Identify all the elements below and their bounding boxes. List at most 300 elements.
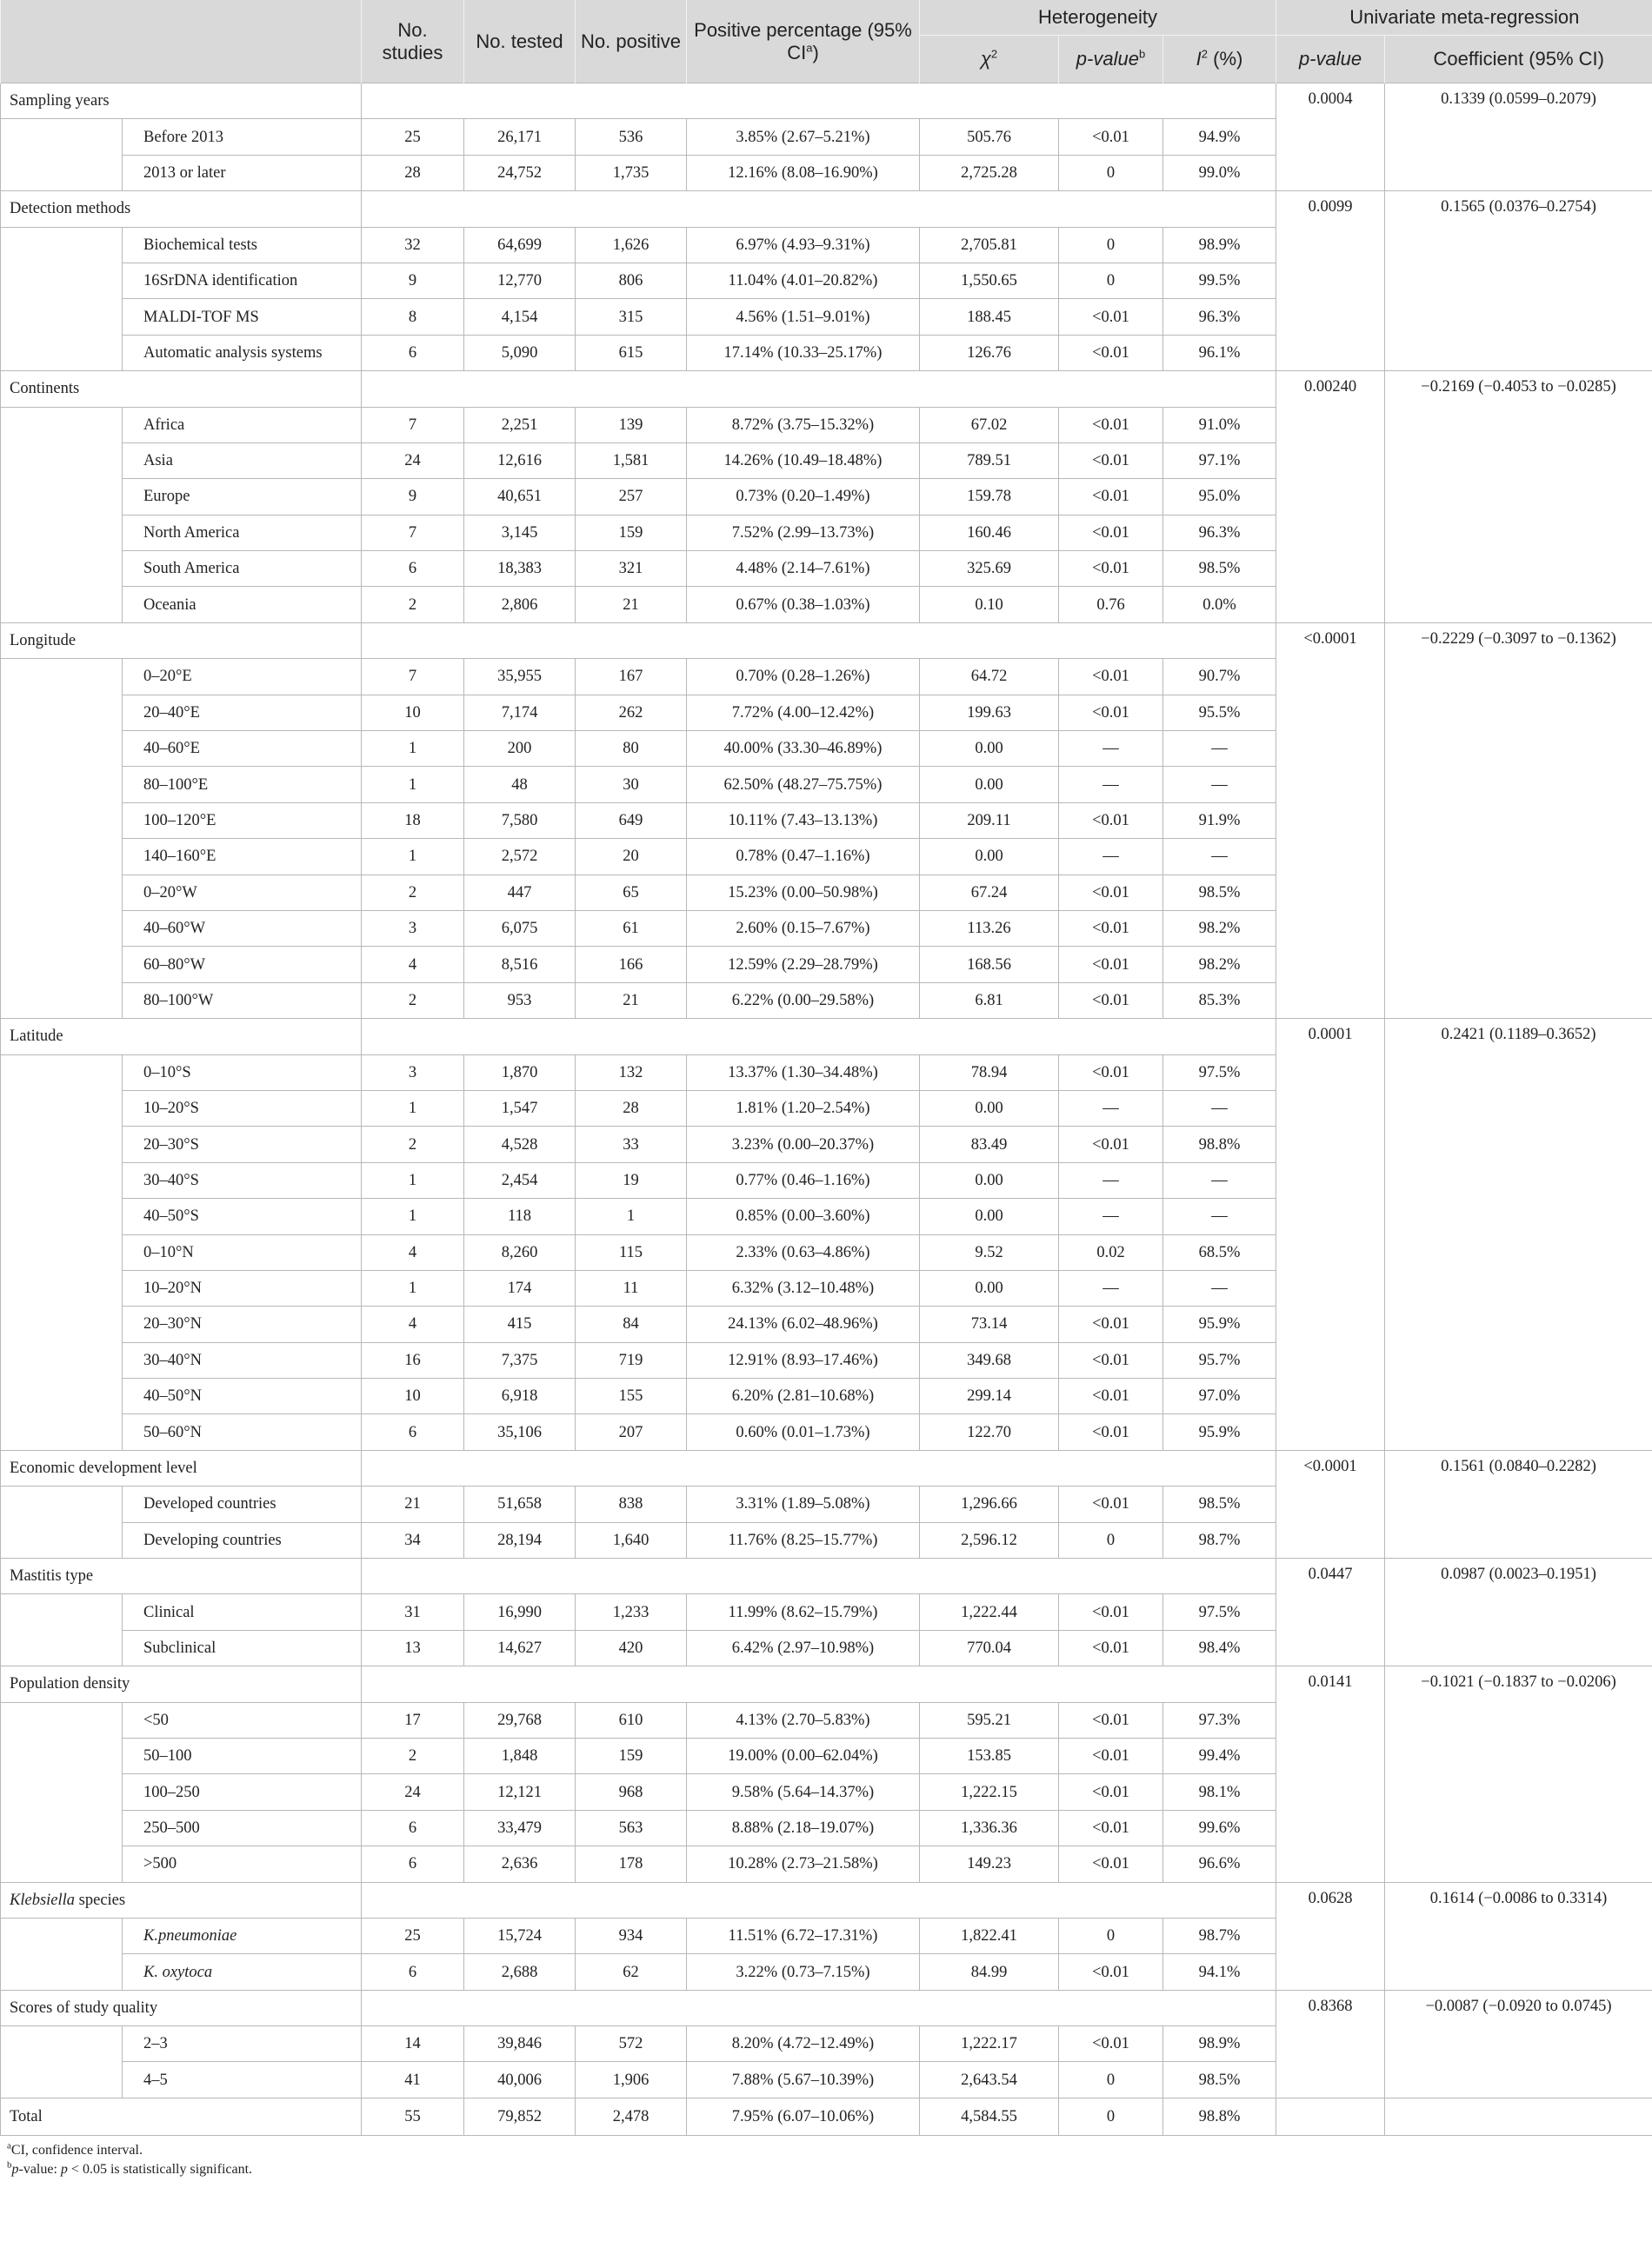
cell-percentage: 1.81% (1.20–2.54%) [687, 1090, 920, 1126]
cell-tested: 6,918 [464, 1379, 576, 1414]
cell-p-value: 0.02 [1059, 1234, 1163, 1270]
cell-studies: 2 [362, 875, 464, 910]
cell-p-value: <0.01 [1059, 1414, 1163, 1450]
cell-positive: 28 [576, 1090, 687, 1126]
cell-studies: 8 [362, 299, 464, 335]
cell-tested: 24,752 [464, 155, 576, 190]
cell-studies: 2 [362, 1738, 464, 1773]
section-label: Longitude [1, 622, 362, 658]
cell-i-squared: 0.0% [1163, 587, 1276, 622]
cell-i-squared: 95.9% [1163, 1414, 1276, 1450]
cell-i-squared: 99.6% [1163, 1810, 1276, 1846]
cell-studies: 1 [362, 767, 464, 802]
cell-percentage: 6.32% (3.12–10.48%) [687, 1270, 920, 1306]
cell-chi-square: 83.49 [920, 1127, 1059, 1162]
cell-i-squared: 98.7% [1163, 1918, 1276, 1953]
cell-p-value: <0.01 [1059, 802, 1163, 838]
cell-studies: 10 [362, 1379, 464, 1414]
row-label: <50 [123, 1702, 362, 1738]
cell-percentage: 13.37% (1.30–34.48%) [687, 1054, 920, 1090]
row-label: Oceania [123, 587, 362, 622]
cell-percentage: 10.28% (2.73–21.58%) [687, 1846, 920, 1882]
cell-chi-square: 0.00 [920, 1199, 1059, 1234]
cell-p-value: <0.01 [1059, 1702, 1163, 1738]
cell-positive: 257 [576, 479, 687, 515]
section-row [1, 622, 1652, 658]
cell-chi-square: 209.11 [920, 802, 1059, 838]
cell-i-squared: 95.7% [1163, 1342, 1276, 1378]
cell-tested: 6,075 [464, 910, 576, 946]
cell-i-squared: — [1163, 839, 1276, 875]
row-label: 16SrDNA identification [123, 263, 362, 298]
cell-i-squared: 98.2% [1163, 910, 1276, 946]
cell-positive: 719 [576, 1342, 687, 1378]
cell-p-value: <0.01 [1059, 1954, 1163, 1990]
cell-i-squared: 98.9% [1163, 2026, 1276, 2062]
cell-tested: 51,658 [464, 1487, 576, 1522]
cell-chi-square: 1,222.15 [920, 1774, 1059, 1810]
section-row [1, 1019, 1652, 1054]
cell-percentage: 6.20% (2.81–10.68%) [687, 1379, 920, 1414]
cell-chi-square: 0.00 [920, 839, 1059, 875]
cell-tested: 2,806 [464, 587, 576, 622]
cell-tested: 48 [464, 767, 576, 802]
cell-percentage: 4.56% (1.51–9.01%) [687, 299, 920, 335]
cell-positive: 207 [576, 1414, 687, 1450]
cell-p-value: — [1059, 1162, 1163, 1198]
section-coefficient: 0.1565 (0.0376–0.2754) [1385, 191, 1652, 371]
cell-i-squared: 99.5% [1163, 263, 1276, 298]
cell-percentage: 0.77% (0.46–1.16%) [687, 1162, 920, 1198]
cell-positive: 11 [576, 1270, 687, 1306]
cell-positive: 262 [576, 695, 687, 730]
cell-p-value: — [1059, 1090, 1163, 1126]
cell-chi-square: 2,643.54 [920, 2062, 1059, 2098]
row-label: 20–30°N [123, 1307, 362, 1342]
cell-tested: 40,651 [464, 479, 576, 515]
cell-percentage: 2.60% (0.15–7.67%) [687, 910, 920, 946]
cell-p-value: <0.01 [1059, 947, 1163, 982]
cell-positive: 968 [576, 1774, 687, 1810]
cell-percentage: 15.23% (0.00–50.98%) [687, 875, 920, 910]
cell-positive: 132 [576, 1054, 687, 1090]
cell-tested: 8,516 [464, 947, 576, 982]
section-row [1, 83, 1652, 119]
cell-tested: 2,572 [464, 839, 576, 875]
cell-studies: 1 [362, 1090, 464, 1126]
cell-percentage: 4.13% (2.70–5.83%) [687, 1702, 920, 1738]
cell-studies: 1 [362, 1270, 464, 1306]
row-label: 20–30°S [123, 1127, 362, 1162]
cell-positive: 65 [576, 875, 687, 910]
cell-tested: 16,990 [464, 1594, 576, 1630]
cell-positive: 563 [576, 1810, 687, 1846]
section-label: Detection methods [1, 191, 362, 227]
cell-chi-square: 1,222.17 [920, 2026, 1059, 2062]
header-reg-p-value: p-value [1276, 36, 1385, 83]
cell-i-squared: 96.1% [1163, 335, 1276, 370]
cell-percentage: 7.52% (2.99–13.73%) [687, 515, 920, 550]
cell-i-squared: 94.1% [1163, 1954, 1276, 1990]
header-univariate: Univariate meta-regression [1276, 0, 1652, 36]
section-row [1, 1990, 1652, 2025]
cell-percentage: 19.00% (0.00–62.04%) [687, 1738, 920, 1773]
cell-percentage: 6.97% (4.93–9.31%) [687, 227, 920, 263]
header-studies: No. studies [362, 0, 464, 83]
cell-tested: 7,174 [464, 695, 576, 730]
header-positive-percentage: Positive percentage (95% $CI^a$) [687, 0, 920, 83]
cell-studies: 24 [362, 1774, 464, 1810]
cell-positive: 321 [576, 551, 687, 587]
cell-percentage: 12.16% (8.08–16.90%) [687, 155, 920, 190]
cell-tested: 18,383 [464, 551, 576, 587]
cell-positive: 572 [576, 2026, 687, 2062]
cell-chi-square: 0.00 [920, 1270, 1059, 1306]
row-label: 100–120°E [123, 802, 362, 838]
section-reg-p-value: 0.0628 [1276, 1882, 1385, 1990]
cell-chi-square: 770.04 [920, 1630, 1059, 1666]
row-label: 10–20°S [123, 1090, 362, 1126]
total-tested: 79,852 [464, 2098, 576, 2135]
cell-chi-square: 0.10 [920, 587, 1059, 622]
cell-percentage: 12.59% (2.29–28.79%) [687, 947, 920, 982]
cell-studies: 41 [362, 2062, 464, 2098]
cell-studies: 1 [362, 1199, 464, 1234]
cell-p-value: 0 [1059, 1522, 1163, 1558]
cell-tested: 28,194 [464, 1522, 576, 1558]
cell-p-value: <0.01 [1059, 1487, 1163, 1522]
cell-tested: 33,479 [464, 1810, 576, 1846]
cell-i-squared: 97.0% [1163, 1379, 1276, 1414]
row-label: Before 2013 [123, 119, 362, 155]
cell-percentage: 0.78% (0.47–1.16%) [687, 839, 920, 875]
section-reg-p-value: <0.0001 [1276, 622, 1385, 1018]
cell-i-squared: 98.2% [1163, 947, 1276, 982]
cell-chi-square: 113.26 [920, 910, 1059, 946]
cell-studies: 6 [362, 1810, 464, 1846]
section-reg-p-value: 0.0004 [1276, 83, 1385, 191]
cell-p-value: <0.01 [1059, 1127, 1163, 1162]
row-label: K.pneumoniae [123, 1918, 362, 1953]
cell-studies: 4 [362, 1307, 464, 1342]
total-label: Total [1, 2098, 362, 2135]
header-p-value: p-value$^b$ [1059, 36, 1163, 83]
cell-chi-square: 2,596.12 [920, 1522, 1059, 1558]
row-label: Developing countries [123, 1522, 362, 1558]
row-label: Africa [123, 407, 362, 442]
cell-studies: 3 [362, 910, 464, 946]
cell-studies: 31 [362, 1594, 464, 1630]
row-label: 50–100 [123, 1738, 362, 1773]
footnote-a: $^a$CI, confidence interval. [7, 2140, 143, 2158]
header-tested: No. tested [464, 0, 576, 83]
total-row [1, 2098, 1652, 2135]
cell-i-squared: 91.9% [1163, 802, 1276, 838]
cell-chi-square: 0.00 [920, 1162, 1059, 1198]
cell-p-value: <0.01 [1059, 1342, 1163, 1378]
cell-percentage: 12.91% (8.93–17.46%) [687, 1342, 920, 1378]
cell-chi-square: 325.69 [920, 551, 1059, 587]
cell-i-squared: 94.9% [1163, 119, 1276, 155]
cell-percentage: 4.48% (2.14–7.61%) [687, 551, 920, 587]
section-coefficient: −0.0087 (−0.0920 to 0.0745) [1385, 1990, 1652, 2098]
cell-studies: 16 [362, 1342, 464, 1378]
footnote-b: $^b$p-value: p < 0.05 is statistically significant. [7, 2159, 253, 2177]
cell-p-value: <0.01 [1059, 982, 1163, 1018]
section-reg-p-value: 0.8368 [1276, 1990, 1385, 2098]
cell-positive: 159 [576, 515, 687, 550]
cell-tested: 7,375 [464, 1342, 576, 1378]
row-label: 20–40°E [123, 695, 362, 730]
cell-studies: 24 [362, 442, 464, 478]
row-label: 40–50°N [123, 1379, 362, 1414]
cell-positive: 1,581 [576, 442, 687, 478]
cell-positive: 1,640 [576, 1522, 687, 1558]
cell-percentage: 62.50% (48.27–75.75%) [687, 767, 920, 802]
total-p-value: 0 [1059, 2098, 1163, 2135]
cell-percentage: 0.70% (0.28–1.26%) [687, 659, 920, 695]
cell-chi-square: 126.76 [920, 335, 1059, 370]
cell-tested: 12,616 [464, 442, 576, 478]
row-label: Developed countries [123, 1487, 362, 1522]
cell-positive: 166 [576, 947, 687, 982]
row-label: 60–80°W [123, 947, 362, 982]
cell-studies: 4 [362, 1234, 464, 1270]
cell-tested: 2,251 [464, 407, 576, 442]
cell-positive: 1 [576, 1199, 687, 1234]
cell-positive: 62 [576, 1954, 687, 1990]
row-label: Automatic analysis systems [123, 335, 362, 370]
cell-i-squared: 91.0% [1163, 407, 1276, 442]
cell-tested: 40,006 [464, 2062, 576, 2098]
cell-p-value: <0.01 [1059, 119, 1163, 155]
cell-positive: 80 [576, 731, 687, 767]
cell-p-value: <0.01 [1059, 551, 1163, 587]
cell-tested: 39,846 [464, 2026, 576, 2062]
cell-tested: 200 [464, 731, 576, 767]
row-label: 50–60°N [123, 1414, 362, 1450]
row-label: 80–100°W [123, 982, 362, 1018]
cell-percentage: 9.58% (5.64–14.37%) [687, 1774, 920, 1810]
header-coefficient: Coefficient (95% CI) [1385, 36, 1652, 83]
cell-p-value: 0 [1059, 227, 1163, 263]
section-coefficient: 0.1614 (−0.0086 to 0.3314) [1385, 1882, 1652, 1990]
cell-chi-square: 0.00 [920, 1090, 1059, 1126]
cell-i-squared: — [1163, 1162, 1276, 1198]
cell-chi-square: 67.24 [920, 875, 1059, 910]
cell-i-squared: 95.0% [1163, 479, 1276, 515]
cell-p-value: <0.01 [1059, 1774, 1163, 1810]
header-blank [1, 0, 362, 83]
cell-positive: 806 [576, 263, 687, 298]
cell-chi-square: 2,725.28 [920, 155, 1059, 190]
cell-positive: 20 [576, 839, 687, 875]
cell-percentage: 40.00% (33.30–46.89%) [687, 731, 920, 767]
cell-chi-square: 1,550.65 [920, 263, 1059, 298]
cell-i-squared: 90.7% [1163, 659, 1276, 695]
header-chi-square: $\chi^2$ [920, 36, 1059, 83]
row-label: 250–500 [123, 1810, 362, 1846]
section-reg-p-value: 0.0141 [1276, 1666, 1385, 1882]
section-reg-p-value: 0.0099 [1276, 191, 1385, 371]
cell-percentage: 11.51% (6.72–17.31%) [687, 1918, 920, 1953]
section-label: Population density [1, 1666, 362, 1702]
cell-percentage: 0.60% (0.01–1.73%) [687, 1414, 920, 1450]
cell-p-value: <0.01 [1059, 1054, 1163, 1090]
cell-positive: 19 [576, 1162, 687, 1198]
cell-chi-square: 1,222.44 [920, 1594, 1059, 1630]
cell-i-squared: 98.1% [1163, 1774, 1276, 1810]
section-row [1, 191, 1652, 227]
section-coefficient: 0.1561 (0.0840–0.2282) [1385, 1450, 1652, 1558]
cell-studies: 1 [362, 731, 464, 767]
cell-studies: 6 [362, 551, 464, 587]
row-label: 30–40°S [123, 1162, 362, 1198]
row-label: South America [123, 551, 362, 587]
cell-positive: 1,233 [576, 1594, 687, 1630]
cell-studies: 6 [362, 1846, 464, 1882]
cell-studies: 25 [362, 119, 464, 155]
row-label: K. oxytoca [123, 1954, 362, 1990]
cell-tested: 64,699 [464, 227, 576, 263]
cell-percentage: 14.26% (10.49–18.48%) [687, 442, 920, 478]
row-label: 30–40°N [123, 1342, 362, 1378]
section-coefficient: 0.0987 (0.0023–0.1951) [1385, 1559, 1652, 1666]
cell-tested: 29,768 [464, 1702, 576, 1738]
row-label: 2013 or later [123, 155, 362, 190]
cell-studies: 6 [362, 1414, 464, 1450]
cell-p-value: <0.01 [1059, 875, 1163, 910]
cell-chi-square: 64.72 [920, 659, 1059, 695]
cell-percentage: 6.22% (0.00–29.58%) [687, 982, 920, 1018]
cell-tested: 35,106 [464, 1414, 576, 1450]
header-i-squared: $I^2$ (%) [1163, 36, 1276, 83]
section-row [1, 1559, 1652, 1594]
row-label: MALDI-TOF MS [123, 299, 362, 335]
cell-chi-square: 505.76 [920, 119, 1059, 155]
cell-percentage: 8.72% (3.75–15.32%) [687, 407, 920, 442]
cell-tested: 14,627 [464, 1630, 576, 1666]
row-label: Europe [123, 479, 362, 515]
cell-p-value: 0 [1059, 2062, 1163, 2098]
cell-positive: 315 [576, 299, 687, 335]
cell-positive: 84 [576, 1307, 687, 1342]
cell-studies: 32 [362, 227, 464, 263]
cell-i-squared: 96.3% [1163, 299, 1276, 335]
cell-positive: 615 [576, 335, 687, 370]
cell-percentage: 0.85% (0.00–3.60%) [687, 1199, 920, 1234]
row-label: 2–3 [123, 2026, 362, 2062]
cell-tested: 5,090 [464, 335, 576, 370]
cell-tested: 174 [464, 1270, 576, 1306]
total-positive: 2,478 [576, 2098, 687, 2135]
cell-studies: 13 [362, 1630, 464, 1666]
cell-tested: 8,260 [464, 1234, 576, 1270]
cell-i-squared: 96.6% [1163, 1846, 1276, 1882]
cell-chi-square: 84.99 [920, 1954, 1059, 1990]
cell-i-squared: 98.9% [1163, 227, 1276, 263]
cell-studies: 7 [362, 659, 464, 695]
cell-chi-square: 199.63 [920, 695, 1059, 730]
row-label: Asia [123, 442, 362, 478]
section-row [1, 1450, 1652, 1486]
cell-i-squared: — [1163, 767, 1276, 802]
cell-studies: 18 [362, 802, 464, 838]
cell-chi-square: 1,296.66 [920, 1487, 1059, 1522]
cell-positive: 1,906 [576, 2062, 687, 2098]
section-row [1, 371, 1652, 407]
cell-studies: 6 [362, 1954, 464, 1990]
cell-p-value: <0.01 [1059, 407, 1163, 442]
section-label: Scores of study quality [1, 1990, 362, 2025]
cell-i-squared: 98.5% [1163, 875, 1276, 910]
section-label: Continents [1, 371, 362, 407]
row-label: 0–20°W [123, 875, 362, 910]
cell-p-value: <0.01 [1059, 1594, 1163, 1630]
cell-p-value: — [1059, 1199, 1163, 1234]
cell-percentage: 8.20% (4.72–12.49%) [687, 2026, 920, 2062]
cell-positive: 178 [576, 1846, 687, 1882]
cell-tested: 12,770 [464, 263, 576, 298]
cell-chi-square: 1,822.41 [920, 1918, 1059, 1953]
cell-positive: 610 [576, 1702, 687, 1738]
cell-positive: 61 [576, 910, 687, 946]
cell-p-value: <0.01 [1059, 910, 1163, 946]
section-label: Latitude [1, 1019, 362, 1054]
cell-studies: 1 [362, 839, 464, 875]
row-label: 100–250 [123, 1774, 362, 1810]
cell-percentage: 3.22% (0.73–7.15%) [687, 1954, 920, 1990]
cell-tested: 2,688 [464, 1954, 576, 1990]
cell-percentage: 0.67% (0.38–1.03%) [687, 587, 920, 622]
cell-studies: 7 [362, 515, 464, 550]
cell-studies: 4 [362, 947, 464, 982]
cell-p-value: <0.01 [1059, 1846, 1163, 1882]
cell-i-squared: 85.3% [1163, 982, 1276, 1018]
cell-tested: 2,636 [464, 1846, 576, 1882]
cell-studies: 3 [362, 1054, 464, 1090]
cell-chi-square: 153.85 [920, 1738, 1059, 1773]
cell-studies: 17 [362, 1702, 464, 1738]
cell-i-squared: 98.4% [1163, 1630, 1276, 1666]
cell-studies: 21 [362, 1487, 464, 1522]
cell-p-value: <0.01 [1059, 1379, 1163, 1414]
total-studies: 55 [362, 2098, 464, 2135]
row-label: 0–20°E [123, 659, 362, 695]
cell-i-squared: 97.5% [1163, 1054, 1276, 1090]
cell-i-squared: 97.1% [1163, 442, 1276, 478]
cell-studies: 2 [362, 1127, 464, 1162]
row-label: 140–160°E [123, 839, 362, 875]
cell-i-squared: — [1163, 1270, 1276, 1306]
cell-i-squared: 98.5% [1163, 2062, 1276, 2098]
row-label: 0–10°N [123, 1234, 362, 1270]
cell-percentage: 7.72% (4.00–12.42%) [687, 695, 920, 730]
cell-studies: 9 [362, 479, 464, 515]
row-label: 10–20°N [123, 1270, 362, 1306]
cell-i-squared: — [1163, 731, 1276, 767]
cell-studies: 9 [362, 263, 464, 298]
cell-percentage: 0.73% (0.20–1.49%) [687, 479, 920, 515]
cell-i-squared: 98.5% [1163, 551, 1276, 587]
cell-percentage: 3.85% (2.67–5.21%) [687, 119, 920, 155]
cell-chi-square: 1,336.36 [920, 1810, 1059, 1846]
section-coefficient: −0.2169 (−0.4053 to −0.0285) [1385, 371, 1652, 623]
cell-positive: 1,626 [576, 227, 687, 263]
cell-i-squared: 98.8% [1163, 1127, 1276, 1162]
cell-tested: 447 [464, 875, 576, 910]
cell-i-squared: — [1163, 1199, 1276, 1234]
